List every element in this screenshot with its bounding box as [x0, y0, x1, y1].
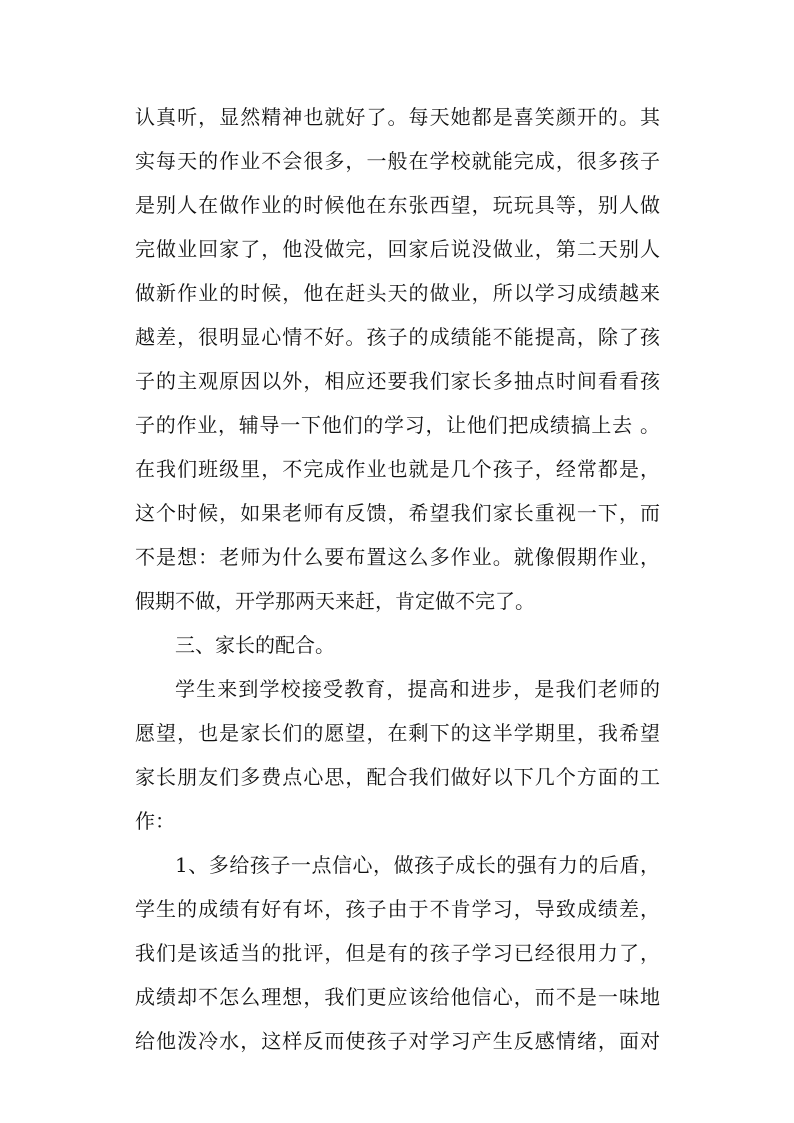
text-line: 作：	[135, 809, 175, 833]
text-line: 愿望，也是家长们的愿望，在剩下的这半学期里，我希望	[135, 721, 660, 745]
text-line: 我们是该适当的批评，但是有的孩子学习已经很用力了，	[135, 941, 660, 965]
text-line: 越差，很明显心情不好。孩子的成绩能不能提高，除了孩	[135, 325, 660, 349]
text-line: 做新作业的时候，他在赶头天的做业，所以学习成绩越来	[135, 281, 660, 305]
text-line: 在我们班级里，不完成作业也就是几个孩子，经常都是，	[135, 457, 660, 481]
text-line: 这个时候，如果老师有反馈，希望我们家长重视一下，而	[135, 501, 660, 525]
text-line: 不是想：老师为什么要布置这么多作业。就像假期作业，	[135, 545, 660, 569]
text-line: 家长朋友们多费点心思，配合我们做好以下几个方面的工	[135, 765, 660, 789]
section-heading: 三、家长的配合。	[175, 633, 335, 657]
text-line: 子的作业，辅导一下他们的学习，让他们把成绩搞上去 。	[135, 413, 660, 437]
text-line: 学生的成绩有好有坏，孩子由于不肯学习，导致成绩差，	[135, 897, 660, 921]
text-line: 认真听，显然精神也就好了。每天她都是喜笑颜开的。其	[135, 105, 660, 129]
text-line: 成绩却不怎么理想，我们更应该给他信心，而不是一味地	[135, 985, 660, 1009]
text-line: 实每天的作业不会很多，一般在学校就能完成，很多孩子	[135, 149, 660, 173]
text-line: 给他泼冷水，这样反而使孩子对学习产生反感情绪，面对	[135, 1029, 660, 1053]
text-line: 是别人在做作业的时候他在东张西望，玩玩具等，别人做	[135, 193, 660, 217]
list-item-first-line: 1、多给孩子一点信心，做孩子成长的强有力的后盾，	[175, 853, 660, 877]
text-line: 完做业回家了，他没做完，回家后说没做业，第二天别人	[135, 237, 660, 261]
text-line: 子的主观原因以外，相应还要我们家长多抽点时间看看孩	[135, 369, 660, 393]
paragraph-first-line: 学生来到学校接受教育，提高和进步，是我们老师的	[175, 677, 660, 701]
text-line: 假期不做，开学那两天来赶，肯定做不完了。	[135, 589, 535, 613]
